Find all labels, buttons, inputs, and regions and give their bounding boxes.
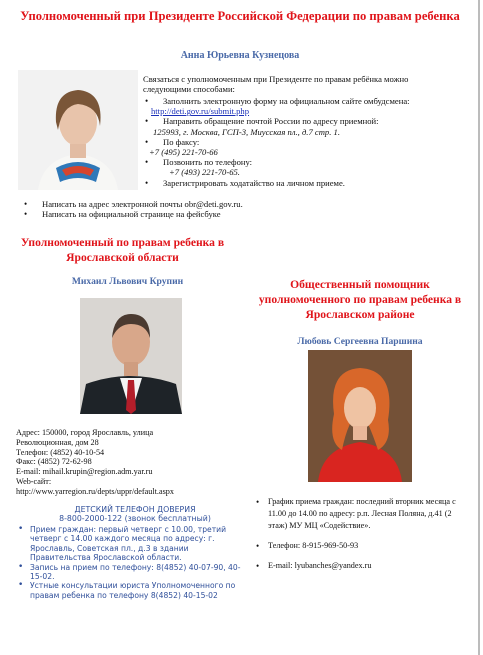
phone-text: Телефон: (4852) 40-10-54 <box>16 447 105 457</box>
address-value: 125993, г. Москва, ГСП-3, Миусская пл., д.7 стр. 1. <box>153 126 340 137</box>
federal-contact-list <box>143 96 463 188</box>
website-label: Web-сайт: <box>16 476 52 486</box>
list-item: • Зарегистрировать ходатайство на личном приеме. <box>145 177 345 188</box>
list-item-text: Устные консультации юриста Уполномоченного по правам ребенка по телефону 8(4852) 40-15-02 <box>30 581 236 600</box>
submit-form-link[interactable]: http://deti.gov.ru/submit.php <box>151 106 250 117</box>
list-item-text: Написать на адрес электронной почты obr@deti.gov.ru. <box>42 199 243 209</box>
list-item-text: Заполнить электронную форму на официальном сайте омбудсмена: <box>163 96 410 106</box>
fax-text: Факс: (4852) 72-62-98 <box>16 457 92 467</box>
district-assistant-name: Любовь Сергеевна Паршина <box>297 336 423 347</box>
list-item-text: Прием граждан: первый четверг с 10.00, третий четверг с 14.00 каждого месяца по адресу: г. Ярославль, Советская пл., д.3 в здании Правительства Ярославской области. <box>30 525 227 563</box>
list-item: • По факсу: <box>145 136 200 147</box>
list-item-text: E-mail: lyubanches@yandex.ru <box>268 561 372 570</box>
regional-contacts <box>16 428 201 497</box>
hotline-title: ДЕТСКИЙ ТЕЛЕФОН ДОВЕРИЯ <box>74 505 196 514</box>
list-item: • Заполнить электронную форму на официальном сайте омбудсмена: <box>145 96 410 106</box>
list-item: • Написать на официальной странице на фейсбуке <box>24 209 221 220</box>
regional-bullets <box>16 525 242 600</box>
phone-value: +7 (493) 221-70-65. <box>169 167 240 178</box>
list-item: • График приема граждан: последний вторник месяца с 11.00 до 14.00 по адресу: р.п. Лесная Поляна, д.41 (2 этаж) МУ МЦ «Содействие». <box>256 497 456 530</box>
list-item-text: Направить обращение почтой России по адресу приемной: <box>163 116 379 127</box>
hotline-block <box>30 505 240 524</box>
list-item: • Направить обращение почтой России по адресу приемной: <box>145 116 379 127</box>
list-item: • Позвонить по телефону: <box>145 157 253 168</box>
district-title: Общественный помощник уполномоченного по правам ребенка в Ярославском районе <box>258 278 462 321</box>
list-item-text: Телефон: 8-915-969-50-93 <box>268 541 359 550</box>
hotline-number: 8-800-2000-122 (звонок бесплатный) <box>59 514 211 524</box>
list-item: • Устные консультации юриста Уполномоченного по правам ребенка по телефону 8(4852) 40-15-02 <box>18 580 236 600</box>
fax-value: +7 (495) 221-70-66 <box>149 147 218 158</box>
district-contacts <box>254 496 472 572</box>
list-item: • Телефон: 8-915-969-50-93 <box>256 541 359 551</box>
list-item-text: Запись на прием по телефону: 8(4852) 40-07-90, 40-15-02. <box>30 562 241 582</box>
list-item-text: График приема граждан: последний вторник месяца с 11.00 до 14.00 по адресу: р.п. Лесная Поляна, д.41 (2 этаж) МУ МЦ «Содействие». <box>268 497 456 530</box>
list-item: • Прием граждан: первый четверг с 10.00, третий четверг с 14.00 каждого месяца по адресу: г. Ярославль, Советская пл., д.3 в здании Правительства Ярославской области. <box>18 524 227 563</box>
list-item-text: По факсу: <box>163 136 200 147</box>
list-item: • Запись на прием по телефону: 8(4852) 40-07-90, 40-15-02. <box>18 561 241 582</box>
federal-ombudsman-photo <box>18 70 138 190</box>
page-title: Уполномоченный при Президенте Российской Федерации по правам ребенка <box>20 9 460 23</box>
federal-contact-intro: Связаться с уполномоченным при Президенте по правам ребёнка можно следующими способами: <box>143 74 409 95</box>
list-item: • E-mail: lyubanches@yandex.ru <box>256 561 372 571</box>
website-link[interactable]: http://www.yarregion.ru/depts/uppr/default.aspx <box>16 486 174 496</box>
email-text: E-mail: mihail.krupin@region.adm.yar.ru <box>16 467 153 477</box>
list-item: • Написать на адрес электронной почты obr@deti.gov.ru. <box>24 199 243 209</box>
list-item-text: Написать на официальной странице на фейсбуке <box>42 209 221 220</box>
federal-ombudsman-name: Анна Юрьевна Кузнецова <box>180 50 300 61</box>
regional-title: Уполномоченный по правам ребенка в Ярославской области <box>20 236 225 264</box>
page-edge <box>478 0 480 655</box>
list-item-text: Позвонить по телефону: <box>163 157 253 168</box>
list-item-link-row <box>143 106 463 116</box>
list-item-text: Зарегистрировать ходатайство на личном приеме. <box>163 177 345 188</box>
regional-ombudsman-photo <box>80 298 182 414</box>
district-assistant-photo <box>308 350 412 482</box>
regional-ombudsman-name: Михаил Львович Крупин <box>71 276 184 287</box>
address-text: Адрес: 150000, город Ярославль, улица Революционная, дом 28 <box>16 428 154 447</box>
federal-contact-list-cont <box>22 199 342 219</box>
